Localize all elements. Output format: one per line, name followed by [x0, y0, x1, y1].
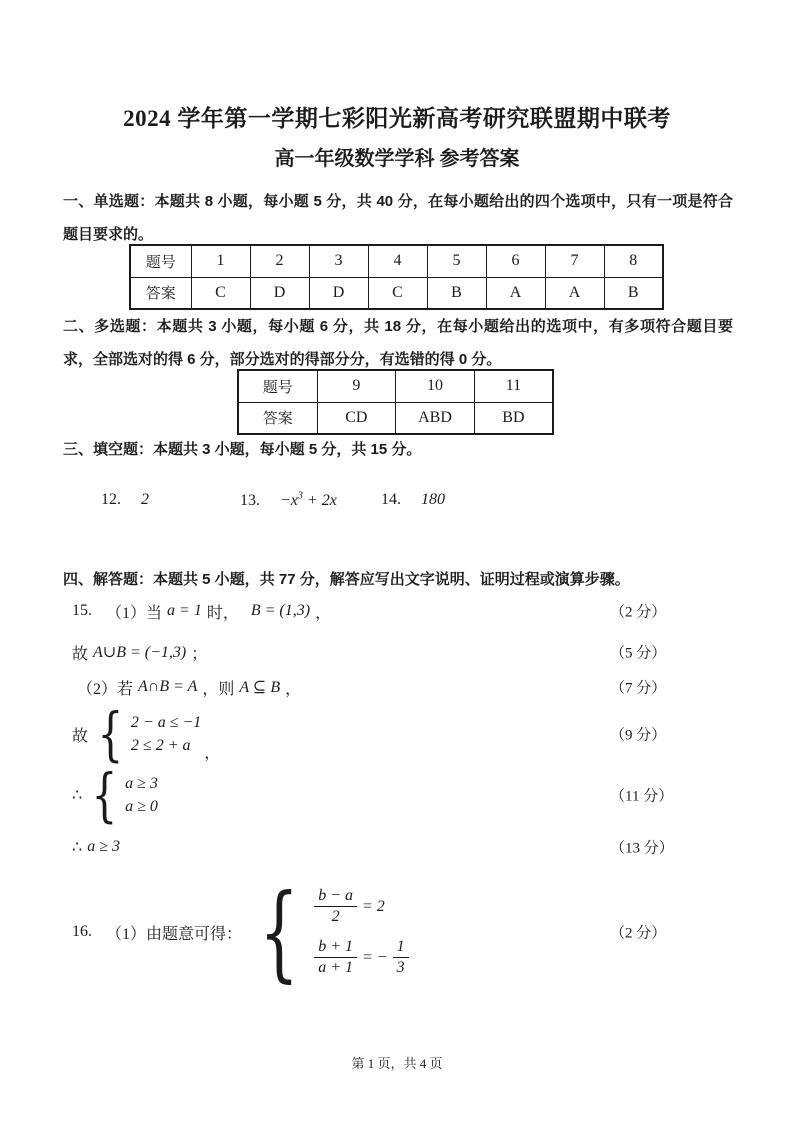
answer-number: 14. [381, 491, 401, 508]
question-number-cell: 4 [368, 245, 427, 277]
score-label: （2 分） [610, 604, 667, 621]
fraction [393, 938, 409, 977]
answer-cell: C [368, 277, 427, 309]
answer-cell: C [191, 277, 250, 309]
question-number-cell: 11 [474, 370, 553, 402]
solution-text: ； [191, 645, 208, 663]
score-label: （11 分） [610, 788, 674, 805]
answer-cell: CD [317, 402, 396, 434]
equation-system [86, 761, 158, 829]
fraction-denominator: a + 1 [318, 959, 353, 976]
solution-text: ， [315, 604, 332, 622]
answer-cell: D [309, 277, 368, 309]
solution-line-16-1 [72, 871, 732, 993]
equation [314, 938, 408, 977]
answer-value: 2 [141, 491, 149, 508]
answer-cell: A [545, 277, 604, 309]
exam-title: 2024 学年第一学期七彩阳光新高考研究联盟期中联考 [123, 106, 671, 131]
left-brace-symbol: { [91, 761, 118, 829]
therefore-symbol: ∴ [72, 787, 83, 804]
question-number-cell: 10 [396, 370, 475, 402]
table-row-question-numbers [238, 370, 553, 402]
answer-value: 180 [421, 491, 445, 508]
solution-line-15-1 [72, 598, 732, 624]
row-header-answer: 答案 [130, 277, 191, 309]
row-header-question: 题号 [238, 370, 317, 402]
solution-text: ， [285, 680, 302, 698]
answer-value: $-x^3 + 2x$ [280, 491, 337, 510]
fill-in-answer-14 [381, 491, 445, 509]
fill-in-answer-12 [101, 491, 149, 509]
fraction-denominator: 3 [396, 959, 405, 976]
fraction-numerator: 1 [393, 938, 409, 958]
question-number-cell: 9 [317, 370, 396, 402]
page-number-footer: 第 1 页，共 4 页 [351, 1056, 443, 1071]
score-label: （9 分） [610, 727, 667, 744]
solution-text: （2）若 [77, 680, 134, 698]
answer-cell: ABD [396, 402, 475, 434]
question-number-cell: 6 [486, 245, 545, 277]
answer-cell: B [604, 277, 663, 309]
solution-text: ， [204, 745, 221, 762]
math-expression: = − [361, 948, 388, 966]
table-row-answers [130, 277, 663, 309]
score-label: （13 分） [610, 840, 674, 857]
solution-text: 故 [72, 727, 89, 745]
math-expression: = 2 [361, 897, 385, 915]
system-rows [125, 772, 158, 818]
question-number-cell: 1 [191, 245, 250, 277]
math-expression: a ≥ 0 [125, 798, 158, 815]
solution-line-15-system1 [72, 700, 732, 768]
therefore-symbol: ∴ [72, 839, 83, 856]
score-label: （2 分） [610, 925, 667, 942]
left-brace-symbol: { [259, 871, 299, 993]
solution-text: ，则 [202, 680, 235, 698]
question-number-cell: 8 [604, 245, 663, 277]
solution-text: （1）当 [106, 604, 163, 622]
solution-text: 时， [206, 604, 239, 622]
exam-subtitle: 高一年级数学学科 参考答案 [274, 148, 520, 170]
math-expression: 2 ≤ 2 + a [130, 737, 191, 754]
problem-number: 16. [72, 923, 92, 940]
table-row-answers [238, 402, 553, 434]
answer-number: 12. [101, 491, 121, 508]
table-row-question-numbers [130, 245, 663, 277]
solution-line-15-union [72, 639, 732, 665]
multi-choice-answer-table [237, 369, 554, 435]
fraction-numerator: b − a [314, 887, 357, 907]
solution-line-15-conclusion [72, 834, 732, 860]
solution-text: 故 [72, 645, 89, 663]
fraction-denominator: 2 [331, 908, 340, 925]
system-rows [131, 711, 201, 757]
problem-number: 15. [72, 602, 92, 619]
fraction [314, 887, 357, 926]
math-expression: a ≥ 3 [87, 838, 120, 855]
left-brace-symbol: { [97, 700, 124, 768]
question-number-cell: 5 [427, 245, 486, 277]
solution-text: （1）由题意可得： [106, 925, 243, 943]
section2-multi-choice-intro: 二、多选题：本题共 3 小题，每小题 6 分，共 18 分，在每小题给出的选项中，有多项符合题目要求，全部选对的得 6 分，部分选对的得部分分，有选错的得 0 分。 [63, 318, 733, 368]
math-expression: a = 1 [167, 602, 202, 619]
math-expression: a ≥ 3 [125, 775, 158, 792]
math-expression: 2 − a ≤ −1 [130, 714, 202, 731]
section3-fill-in-intro: 三、填空题：本题共 3 小题，每小题 5 分，共 15 分。 [63, 441, 422, 458]
fraction-numerator: b + 1 [314, 938, 357, 958]
equation-system [246, 871, 409, 993]
answer-number: 13. [240, 492, 260, 510]
fill-in-answers-row [63, 491, 733, 517]
score-label: （5 分） [610, 645, 667, 662]
single-choice-answer-table [129, 244, 664, 310]
fill-in-answer-13 [240, 491, 337, 510]
question-number-cell: 7 [545, 245, 604, 277]
fraction [314, 938, 357, 977]
answer-cell: A [486, 277, 545, 309]
answer-cell: D [250, 277, 309, 309]
question-number-cell: 2 [250, 245, 309, 277]
section1-single-choice-intro: 一、单选题：本题共 8 小题，每小题 5 分，共 40 分，在每小题给出的四个选项中，只有一项是符合题目要求的。 [63, 193, 733, 243]
score-label: （7 分） [610, 680, 667, 697]
row-header-answer: 答案 [238, 402, 317, 434]
math-expression: A∪B = (−1,3) [93, 644, 187, 661]
solution-line-15-2 [72, 674, 732, 700]
question-number-cell: 3 [309, 245, 368, 277]
row-header-question: 题号 [130, 245, 191, 277]
equation [314, 887, 408, 926]
answer-cell: B [427, 277, 486, 309]
math-expression: B = (1,3) [250, 602, 311, 619]
solution-line-15-system2 [72, 761, 732, 829]
math-expression: A ⊆ B [239, 679, 281, 696]
equation-system [92, 700, 202, 768]
section4-solutions-intro: 四、解答题：本题共 5 小题，共 77 分，解答应写出文字说明、证明过程或演算步骤。 [63, 571, 630, 588]
system-rows [314, 887, 408, 977]
math-expression: A∩B = A [138, 678, 198, 695]
answer-cell: BD [474, 402, 553, 434]
